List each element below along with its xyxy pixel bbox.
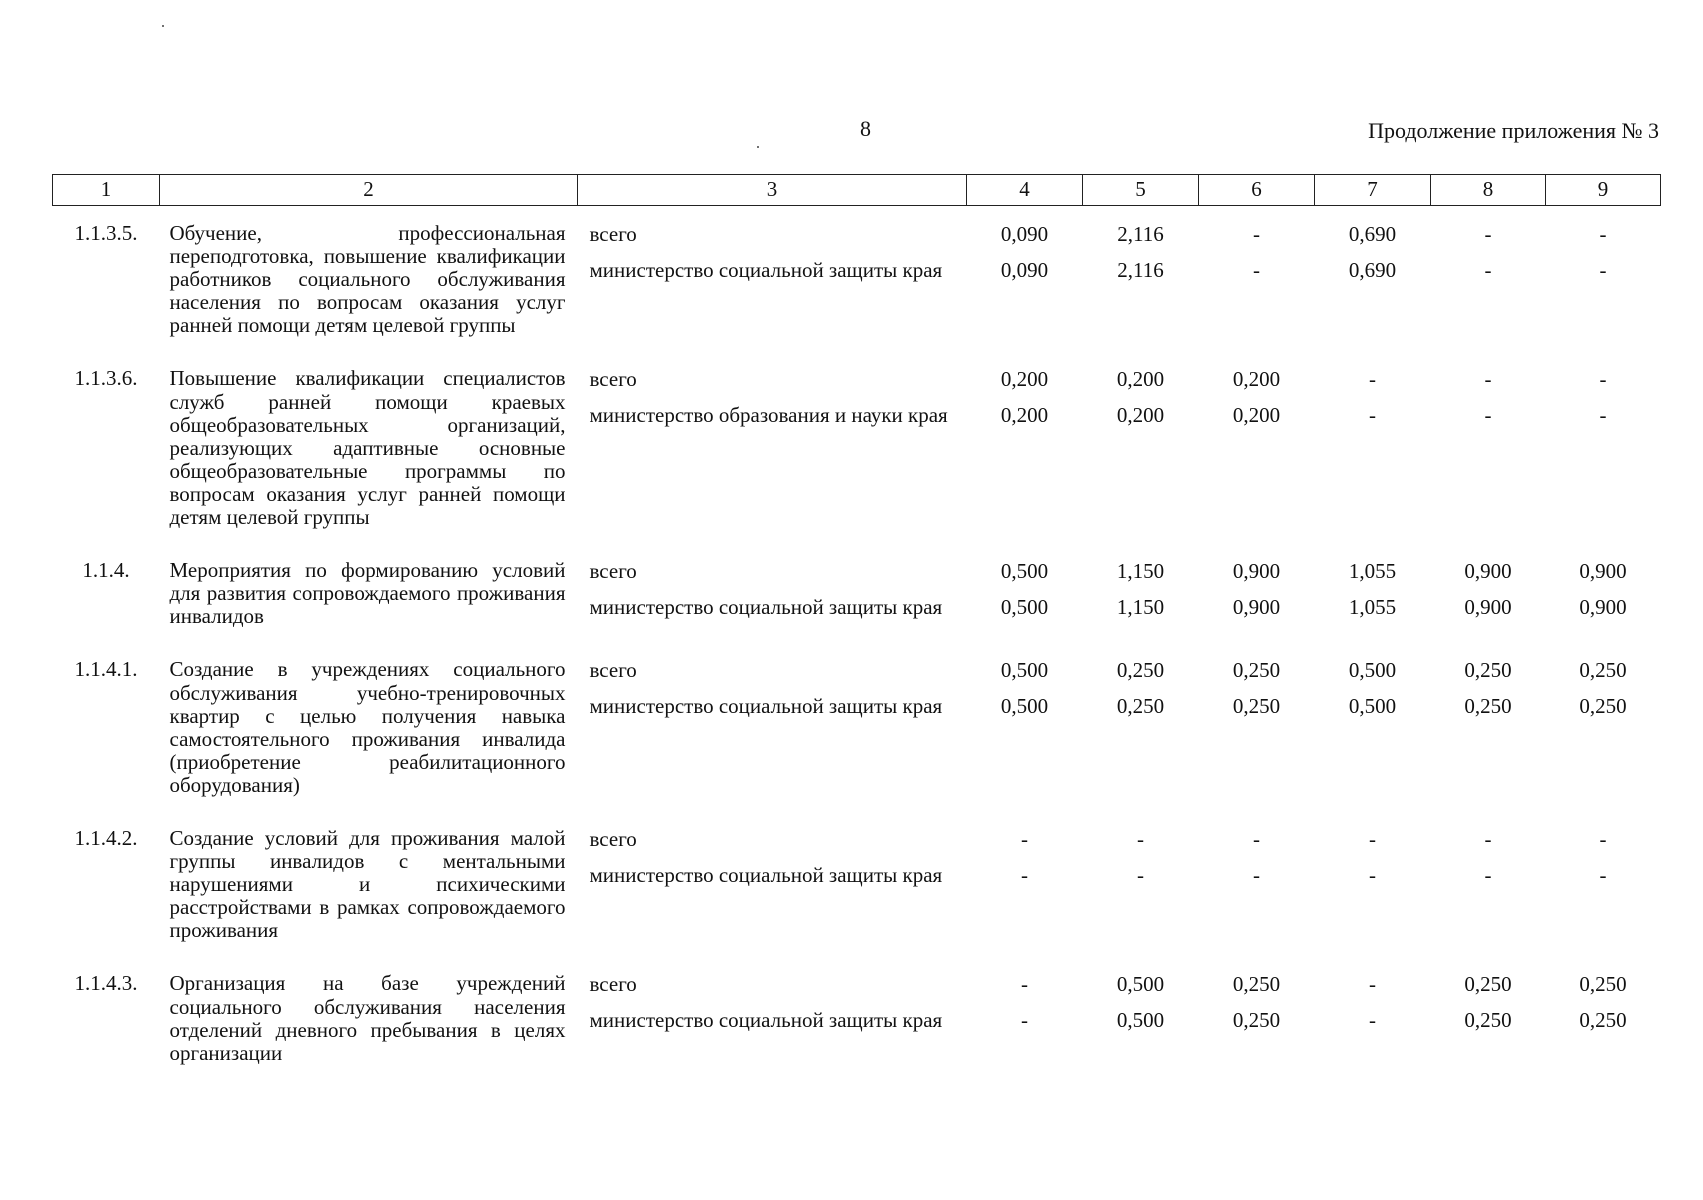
value-cell-col-7 bbox=[1315, 642, 1431, 811]
measure-code: 1.1.4.1. bbox=[74, 657, 138, 682]
funding-value: 0,250 bbox=[1116, 658, 1165, 683]
value-cell-col-7 bbox=[1315, 206, 1431, 352]
funding-value: 0,250 bbox=[1232, 694, 1281, 719]
column-number-header: 7 bbox=[1315, 175, 1431, 206]
column-number-header: 6 bbox=[1199, 175, 1315, 206]
funding-value: 0,200 bbox=[1116, 403, 1165, 428]
value-cell-col-4 bbox=[967, 811, 1083, 956]
value-cell-col-4 bbox=[967, 351, 1083, 543]
funding-source-label: министерство социальной защиты края bbox=[589, 1008, 943, 1033]
funding-source-cell bbox=[578, 351, 967, 543]
value-cell-col-6 bbox=[1199, 811, 1315, 956]
value-cell-col-6 bbox=[1199, 206, 1315, 352]
value-cell-col-5 bbox=[1083, 351, 1199, 543]
funding-value: 0,250 bbox=[1232, 658, 1281, 683]
value-cell-col-8 bbox=[1431, 351, 1546, 543]
funding-value: - bbox=[1021, 972, 1028, 997]
value-cell-col-5 bbox=[1083, 543, 1199, 642]
funding-value: 0,500 bbox=[1116, 972, 1165, 997]
funding-value: 0,900 bbox=[1232, 559, 1281, 584]
value-cell-col-8 bbox=[1431, 206, 1546, 352]
value-cell-col-8 bbox=[1431, 543, 1546, 642]
value-cell-col-7 bbox=[1315, 543, 1431, 642]
measure-code: 1.1.3.5. bbox=[74, 221, 138, 245]
funding-value: 0,250 bbox=[1464, 972, 1512, 997]
scan-speck bbox=[757, 146, 759, 148]
funding-total-label: всего bbox=[589, 222, 637, 246]
funding-value: - bbox=[1369, 1008, 1376, 1033]
column-number-header: 1 bbox=[53, 175, 160, 206]
funding-value: - bbox=[1599, 826, 1607, 851]
table-row bbox=[53, 642, 1661, 811]
funding-value: - bbox=[1484, 862, 1492, 887]
funding-value: 0,250 bbox=[1464, 1008, 1512, 1033]
table-row bbox=[53, 206, 1661, 352]
funding-value: 0,250 bbox=[1579, 972, 1627, 997]
measure-name: Мероприятия по формированию условий для развития сопровождаемого проживания инвалидов bbox=[169, 558, 566, 629]
value-cell-col-6 bbox=[1199, 642, 1315, 811]
table-body bbox=[53, 206, 1661, 1079]
column-number-header: 4 bbox=[967, 175, 1083, 206]
funding-value: 0,500 bbox=[1116, 1008, 1165, 1033]
table-row bbox=[53, 351, 1661, 543]
value-cell-col-4 bbox=[967, 642, 1083, 811]
funding-value: 0,900 bbox=[1464, 595, 1512, 620]
funding-value: 0,690 bbox=[1348, 258, 1397, 282]
funding-value: - bbox=[1021, 862, 1028, 887]
funding-value: - bbox=[1599, 862, 1607, 887]
funding-value: - bbox=[1253, 826, 1260, 851]
funding-value: 0,900 bbox=[1579, 559, 1627, 584]
funding-value: - bbox=[1599, 403, 1607, 428]
measure-name-cell bbox=[160, 811, 578, 956]
funding-value: 1,055 bbox=[1348, 559, 1397, 584]
funding-value: - bbox=[1137, 826, 1144, 851]
funding-value: 0,900 bbox=[1579, 595, 1627, 620]
funding-value: - bbox=[1484, 222, 1492, 246]
value-cell-col-9 bbox=[1546, 811, 1661, 956]
value-cell-col-7 bbox=[1315, 351, 1431, 543]
funding-value: 0,090 bbox=[1000, 222, 1049, 246]
value-cell-col-9 bbox=[1546, 642, 1661, 811]
measure-name: Повышение квалификации специалистов служб ранней помощи краевых общеобразовательных организаций, реализующих адаптивные основные общеобразовательные программы по вопросам оказания услуг ранней помощи детям целевой группы bbox=[169, 366, 566, 530]
value-cell-col-8 bbox=[1431, 811, 1546, 956]
funding-source-label: министерство социальной защиты края bbox=[589, 862, 943, 887]
funding-value: 0,250 bbox=[1116, 694, 1165, 719]
value-cell-col-9 bbox=[1546, 956, 1661, 1078]
measure-code: 1.1.4. bbox=[82, 558, 130, 583]
value-cell-col-6 bbox=[1199, 543, 1315, 642]
funding-value: 0,200 bbox=[1232, 367, 1281, 392]
funding-value: - bbox=[1253, 258, 1260, 282]
funding-total-label: всего bbox=[589, 826, 637, 851]
value-cell-col-7 bbox=[1315, 811, 1431, 956]
value-cell-col-5 bbox=[1083, 642, 1199, 811]
funding-value: - bbox=[1021, 826, 1028, 851]
measure-name: Создание условий для проживания малой группы инвалидов с ментальными нарушениями и психическими расстройствами в рамках сопровождаемого проживания bbox=[169, 825, 566, 943]
table-row bbox=[53, 811, 1661, 956]
funding-source-label: министерство социальной защиты края bbox=[589, 595, 943, 620]
funding-total-label: всего bbox=[589, 559, 637, 584]
funding-value: - bbox=[1484, 826, 1492, 851]
funding-total-label: всего bbox=[589, 658, 637, 683]
value-cell-col-4 bbox=[967, 956, 1083, 1078]
measure-code: 1.1.3.6. bbox=[74, 366, 138, 391]
funding-value: 0,250 bbox=[1579, 658, 1627, 683]
funding-total-label: всего bbox=[589, 972, 637, 997]
funding-value: - bbox=[1484, 403, 1492, 428]
funding-value: 0,250 bbox=[1464, 658, 1512, 683]
funding-value: 0,900 bbox=[1232, 595, 1281, 620]
funding-value: 0,200 bbox=[1000, 367, 1049, 392]
column-number-header: 5 bbox=[1083, 175, 1199, 206]
funding-value: 0,200 bbox=[1000, 403, 1049, 428]
funding-value: - bbox=[1369, 403, 1376, 428]
funding-value: 1,150 bbox=[1116, 595, 1165, 620]
value-cell-col-4 bbox=[967, 206, 1083, 352]
funding-value: 1,055 bbox=[1348, 595, 1397, 620]
value-cell-col-9 bbox=[1546, 543, 1661, 642]
measure-name-cell bbox=[160, 956, 578, 1078]
funding-total-label: всего bbox=[589, 367, 637, 392]
funding-value: - bbox=[1369, 826, 1376, 851]
funding-value: 0,250 bbox=[1232, 1008, 1281, 1033]
measure-name-cell bbox=[160, 206, 578, 352]
funding-value: - bbox=[1253, 862, 1260, 887]
funding-source-cell bbox=[578, 811, 967, 956]
column-number-header: 3 bbox=[578, 175, 967, 206]
appendix-table bbox=[52, 174, 1661, 1079]
table-row bbox=[53, 956, 1661, 1078]
funding-value: 0,500 bbox=[1000, 658, 1049, 683]
measure-name: Организация на базе учреждений социального обслуживания населения отделений дневного пребывания в целях организации bbox=[169, 971, 566, 1065]
funding-value: - bbox=[1369, 862, 1376, 887]
funding-value: - bbox=[1253, 222, 1260, 246]
value-cell-col-6 bbox=[1199, 956, 1315, 1078]
funding-value: - bbox=[1137, 862, 1144, 887]
value-cell-col-4 bbox=[967, 543, 1083, 642]
funding-value: - bbox=[1369, 367, 1376, 392]
value-cell-col-9 bbox=[1546, 206, 1661, 352]
column-number-row bbox=[53, 175, 1661, 206]
funding-value: - bbox=[1369, 972, 1376, 997]
funding-source-cell bbox=[578, 206, 967, 352]
funding-value: 0,900 bbox=[1464, 559, 1512, 584]
measure-code: 1.1.4.3. bbox=[74, 971, 138, 996]
table-row bbox=[53, 543, 1661, 642]
funding-value: 0,250 bbox=[1464, 694, 1512, 719]
value-cell-col-5 bbox=[1083, 956, 1199, 1078]
value-cell-col-8 bbox=[1431, 956, 1546, 1078]
value-cell-col-5 bbox=[1083, 811, 1199, 956]
page-number: 8 bbox=[860, 116, 871, 141]
funding-source-label: министерство социальной защиты края bbox=[589, 258, 943, 282]
scan-speck bbox=[162, 25, 164, 27]
funding-value: - bbox=[1484, 367, 1492, 392]
funding-value: - bbox=[1484, 258, 1492, 282]
measure-name-cell bbox=[160, 642, 578, 811]
funding-value: 0,500 bbox=[1348, 694, 1397, 719]
value-cell-col-8 bbox=[1431, 642, 1546, 811]
funding-value: 2,116 bbox=[1117, 222, 1164, 246]
funding-value: 0,250 bbox=[1579, 694, 1627, 719]
funding-value: - bbox=[1599, 258, 1607, 282]
funding-value: 0,500 bbox=[1000, 595, 1049, 620]
funding-value: 0,500 bbox=[1000, 559, 1049, 584]
funding-value: 0,200 bbox=[1232, 403, 1281, 428]
value-cell-col-9 bbox=[1546, 351, 1661, 543]
funding-value: 0,250 bbox=[1232, 972, 1281, 997]
funding-value: 0,200 bbox=[1116, 367, 1165, 392]
measure-name-cell bbox=[160, 543, 578, 642]
funding-value: 2,116 bbox=[1117, 258, 1164, 282]
funding-value: 0,500 bbox=[1348, 658, 1397, 683]
funding-value: 1,150 bbox=[1116, 559, 1165, 584]
funding-source-cell bbox=[578, 956, 967, 1078]
column-number-header: 8 bbox=[1431, 175, 1546, 206]
funding-value: 0,690 bbox=[1348, 222, 1397, 246]
value-cell-col-6 bbox=[1199, 351, 1315, 543]
funding-source-label: министерство образования и науки края bbox=[589, 403, 948, 428]
funding-value: 0,090 bbox=[1000, 258, 1049, 282]
funding-value: 0,500 bbox=[1000, 694, 1049, 719]
funding-source-cell bbox=[578, 543, 967, 642]
funding-value: 0,250 bbox=[1579, 1008, 1627, 1033]
column-number-header: 9 bbox=[1546, 175, 1661, 206]
measure-name: Создание в учреждениях социального обслуживания учебно-тренировочных квартир с целью получения навыка самостоятельного проживания инвалида (приобретение реабилитационного оборудования) bbox=[169, 657, 566, 797]
measure-code: 1.1.4.2. bbox=[74, 825, 138, 850]
funding-source-label: министерство социальной защиты края bbox=[589, 694, 943, 719]
funding-source-cell bbox=[578, 642, 967, 811]
funding-value: - bbox=[1599, 367, 1607, 392]
column-number-header: 2 bbox=[160, 175, 578, 206]
appendix-continuation-note: Продолжение приложения № 3 bbox=[1368, 118, 1659, 143]
value-cell-col-7 bbox=[1315, 956, 1431, 1078]
measure-name-cell bbox=[160, 351, 578, 543]
value-cell-col-5 bbox=[1083, 206, 1199, 352]
funding-value: - bbox=[1021, 1008, 1028, 1033]
measure-name: Обучение, профессиональная переподготовка, повышение квалификации работников социального обслуживания населения по вопросам оказания услуг ранней помощи детям целевой группы bbox=[169, 221, 566, 338]
funding-value: - bbox=[1599, 222, 1607, 246]
